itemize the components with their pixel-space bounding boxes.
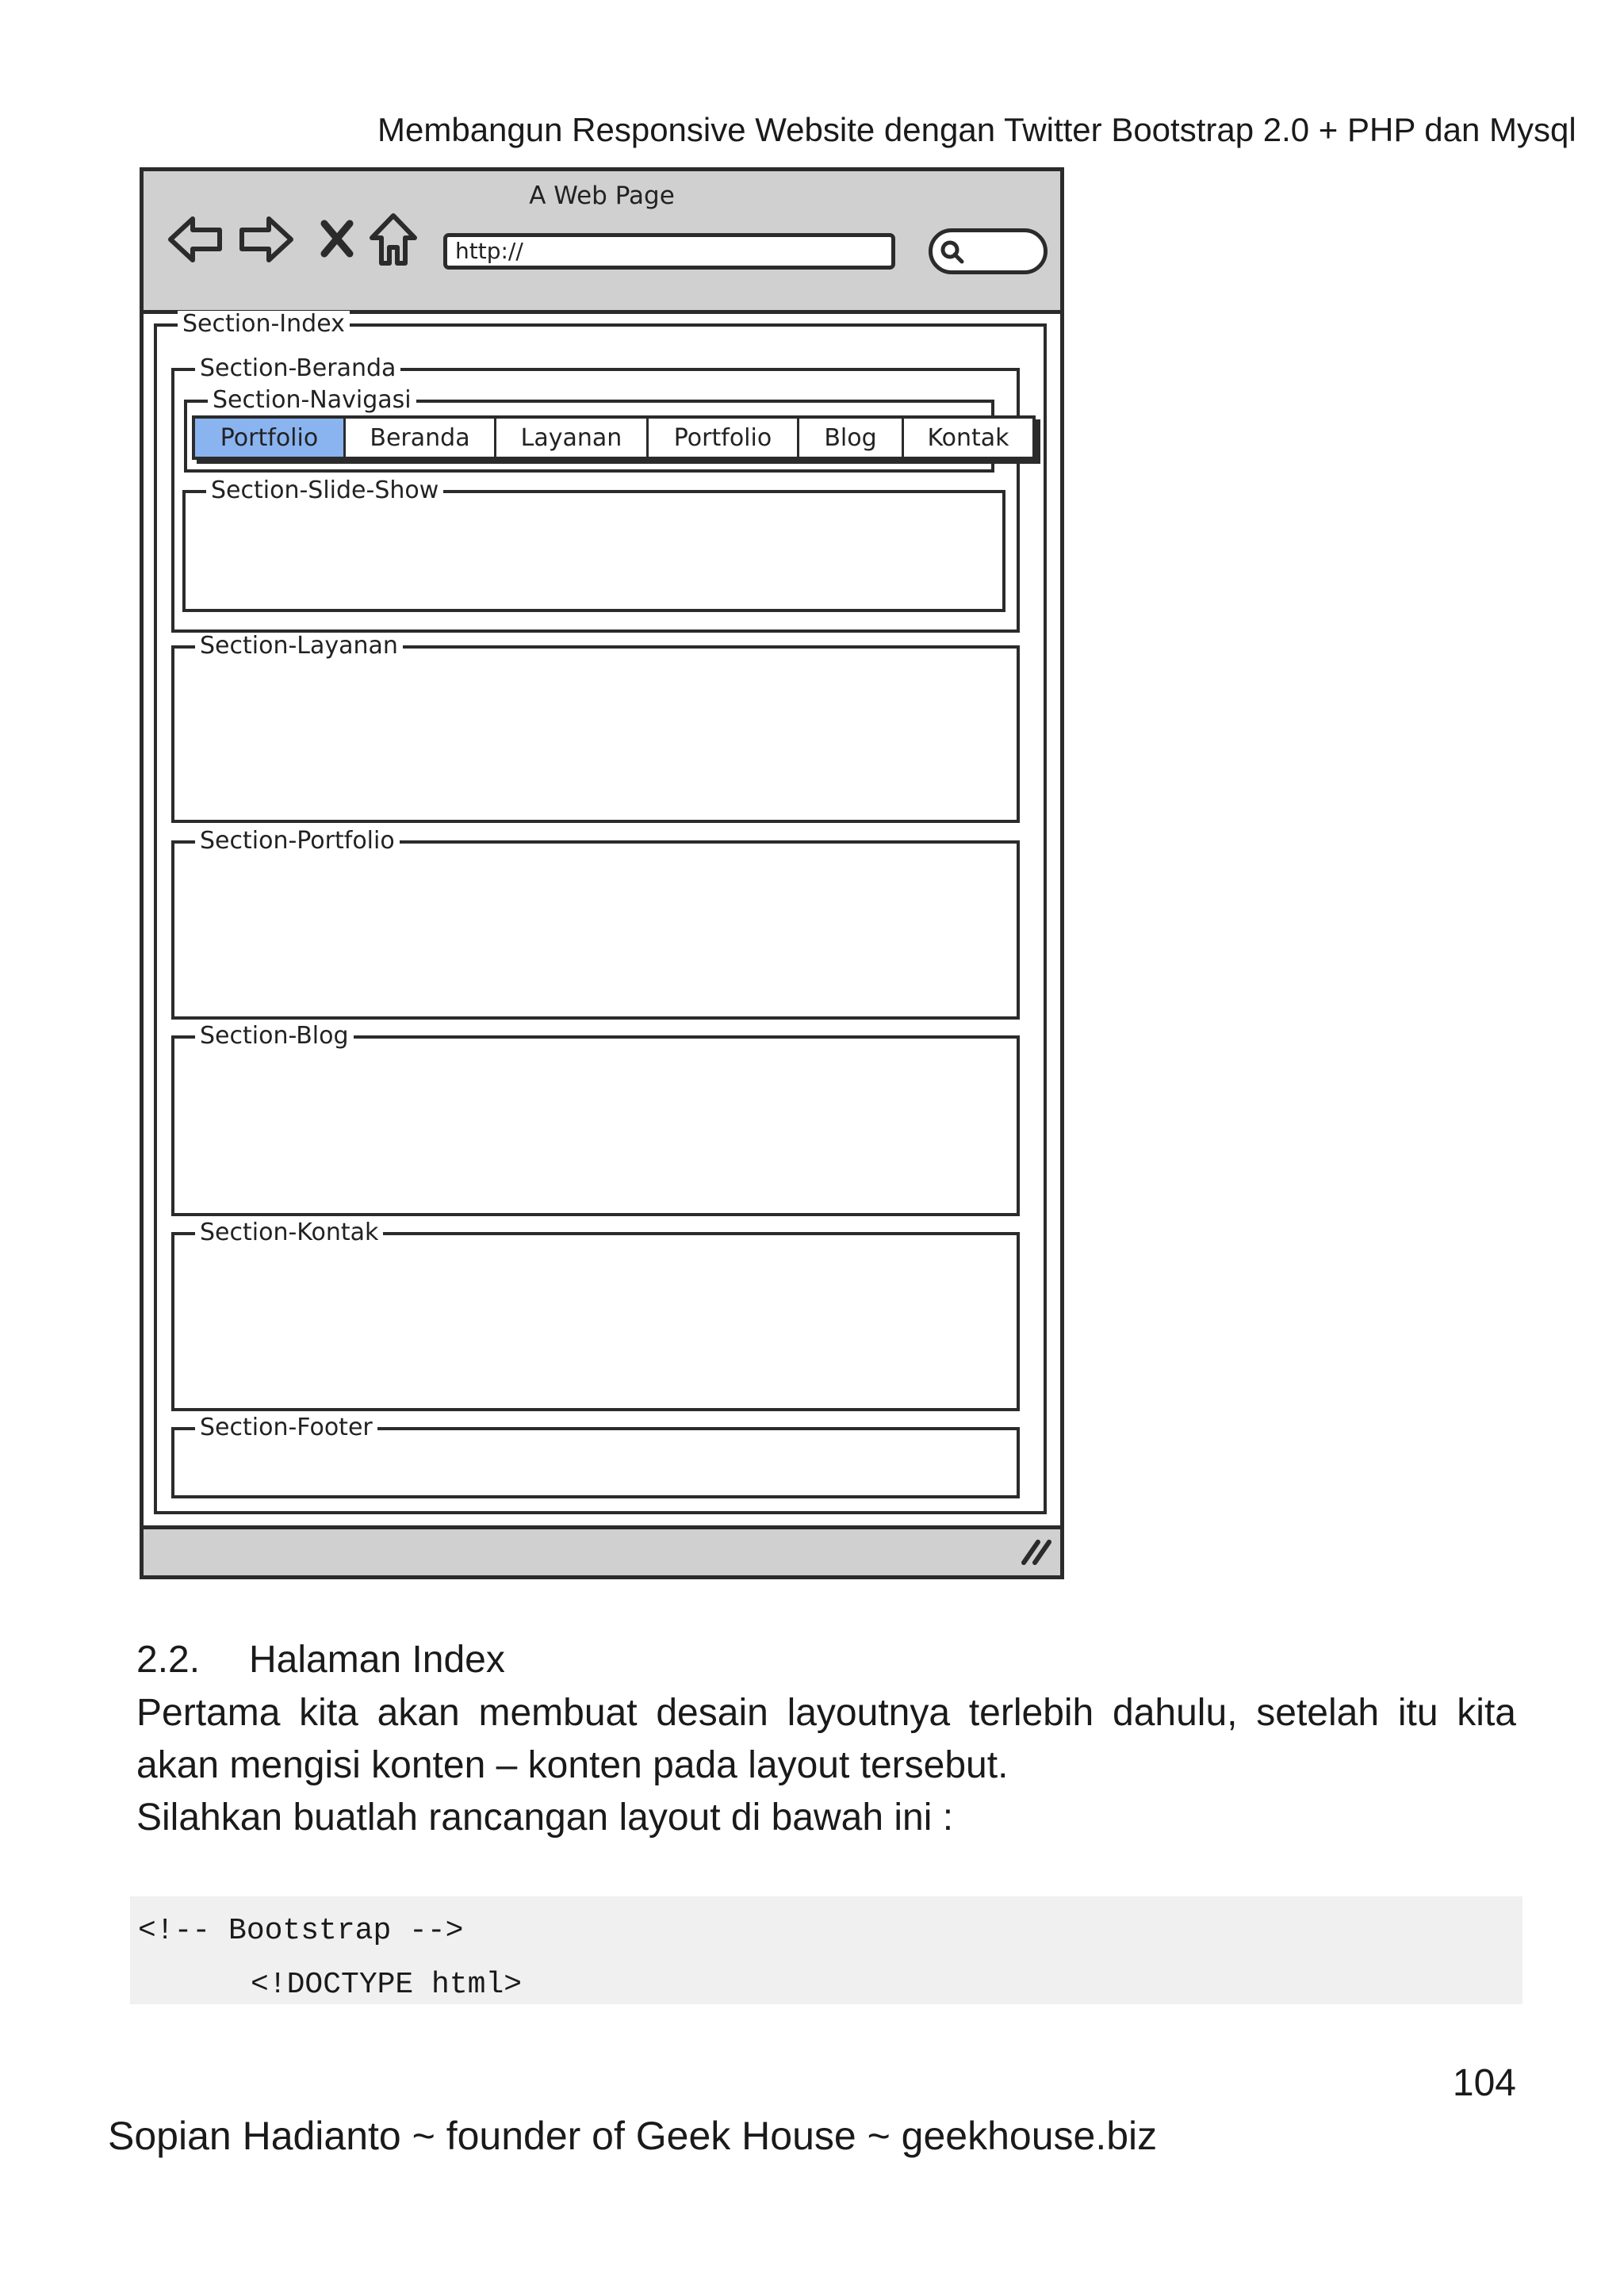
section-kontak-label: Section-Kontak — [195, 1219, 383, 1246]
section-layanan-box — [171, 632, 1020, 823]
section-number: 2.2. — [136, 1639, 201, 1681]
page-footer: Sopian Hadianto ~ founder of Geek House ~ geekhouse.biz — [108, 2114, 1158, 2158]
running-header: Membangun Responsive Website dengan Twitter Bootstrap 2.0 + PHP dan Mysql — [377, 111, 1576, 148]
forward-arrow-icon[interactable] — [237, 211, 294, 268]
tab-blog[interactable]: Blog — [799, 419, 904, 457]
paragraph-line-1: Pertama kita akan membuat desain layoutnya terlebih dahulu, setelah itu kita — [136, 1692, 1516, 1734]
code-line-2: <!DOCTYPE html> — [251, 1968, 523, 2002]
tab-kontak[interactable]: Kontak — [927, 423, 1009, 452]
section-navigasi-label: Section-Navigasi — [208, 387, 416, 414]
code-line-1: <!-- Bootstrap --> — [138, 1914, 464, 1948]
section-portfolio-box — [171, 827, 1020, 1020]
browser-status-bar — [144, 1525, 1060, 1575]
section-beranda-label: Section-Beranda — [195, 355, 400, 382]
section-blog-box — [171, 1022, 1020, 1216]
section-footer-box — [171, 1414, 1020, 1498]
section-portfolio-label: Section-Portfolio — [195, 828, 400, 855]
section-heading — [136, 1638, 505, 1682]
section-kontak-box — [171, 1219, 1020, 1411]
search-icon — [939, 239, 966, 266]
home-icon[interactable] — [367, 211, 419, 268]
page-number: 104 — [1452, 2062, 1516, 2104]
code-block — [130, 1896, 1522, 2004]
section-index-label: Section-Index — [178, 311, 350, 338]
url-bar[interactable]: http:// — [443, 233, 895, 270]
body-paragraph — [136, 1687, 1516, 1844]
nav-tabs — [192, 415, 1036, 460]
tab-beranda[interactable]: Beranda — [346, 419, 496, 457]
resize-grip-icon[interactable] — [1019, 1537, 1054, 1566]
paragraph-line-2: akan mengisi konten – konten pada layout tersebut. — [136, 1744, 1009, 1786]
paragraph-line-3: Silahkan buatlah rancangan layout di bawah ini : — [136, 1797, 954, 1839]
section-title: Halaman Index — [249, 1639, 505, 1681]
tab-layanan[interactable]: Layanan — [496, 419, 649, 457]
tab-portfolio-active[interactable]: Portfolio — [195, 419, 346, 457]
search-box[interactable] — [929, 228, 1048, 274]
section-slideshow-label: Section-Slide-Show — [206, 477, 443, 504]
browser-chrome — [144, 171, 1060, 314]
tab-portfolio[interactable]: Portfolio — [649, 419, 799, 457]
section-slideshow-box — [182, 476, 1005, 612]
section-blog-label: Section-Blog — [195, 1023, 354, 1050]
window-title: A Web Page — [529, 182, 675, 210]
back-arrow-icon[interactable] — [167, 211, 224, 268]
section-layanan-label: Section-Layanan — [195, 633, 403, 660]
section-footer-label: Section-Footer — [195, 1414, 377, 1441]
close-x-icon[interactable] — [320, 219, 354, 258]
